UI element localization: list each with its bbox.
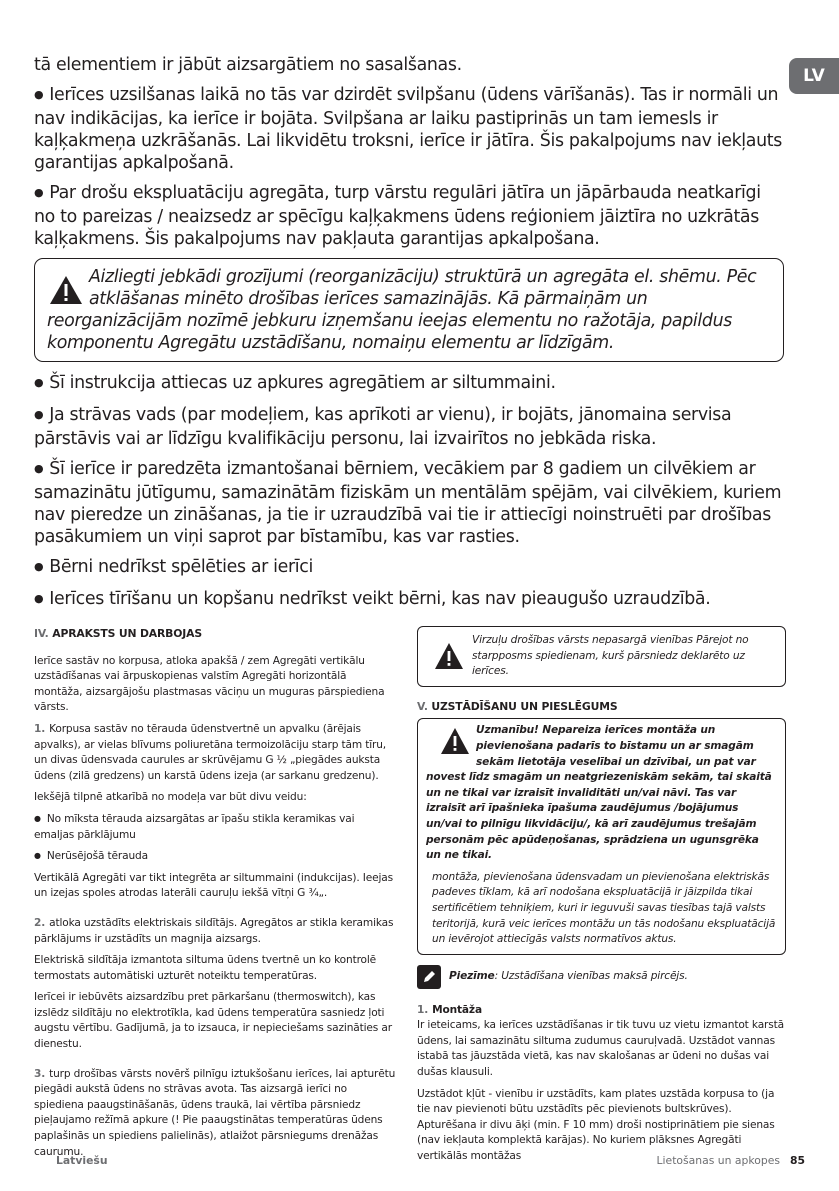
paragraph: Ir ieteicams, ka ierīces uzstādīšanas ir tik tuvu uz vietu izmantot karstā ūdens, lai samazinātu siltuma zudumus cauruļvadā. Uzstādot vannas istabā tas jāuzstāda vietā, kas nav skalošanas ar ūdeni no dušas vai dušas klausuli. bbox=[417, 1019, 784, 1079]
language-tab: LV bbox=[789, 58, 839, 94]
paragraph-text: turp drošības vārsts novērš pilnīgu iztukšošanu ierīces, lai apturētu piegādi aukstā ūdens no strāvas avota. Tas aizsargā ierīci no spiediena paaugstināšanās, ūdens traukā, lai vērtība pārsniedz pieļaujamo režīmā apkure (! Pie paaugstinātas temperatūras ūdens paplašinās un spiediens palielinās), atlaižot pārsniegums drenāžas caurumu. bbox=[34, 1067, 396, 1158]
paragraph: Ierīce sastāv no korpusa, atloka apakšā / zem Agregāti vertikālu uzstādīšanas vai ārpuskopienas valstīm Agregāti horizontālā montāža, aizsargājošu plastmasas vāciņu un muguras pārspiediena vārsts. bbox=[34, 654, 385, 714]
bullet-item: ● Ierīces uzsilšanas laikā no tās var dzirdēt svilpšanu (ūdens vārīšanās). Tas ir normāli un nav indikācijas, ka ierīce ir bojāta. Svilpšana ar laiku pastiprinās un tam iemesls ir kaļķakmeņa uzkrāšanās. Lai likvidētu troksni, ierīce ir jātīra. Šis pakalpojums nav iekļauts garantijas apkalpošanā. bbox=[34, 84, 784, 174]
right-column bbox=[417, 626, 786, 1171]
warning-icon bbox=[434, 642, 464, 670]
warning-bold-text: Uzmanību! Nepareiza ierīces montāža un pievienošana padarīs to bīstamu un ar smagām sekām lietotāja veselībai un dzīvībai, un pat var novest līdz smagām un neatgriezeniskām sekām, tai skaitā un ne tikai var izraisīt invaliditāti un/vai nāvi. Tas var izraisīt arī īpašnieka īpašuma zaudējumus /bojājumus un/vai to pilnīgu likvidāciju/, kā arī zaudējumus trešajām personām pēc apūdeņošanas, sprādziena un ugunsgrēka un ne tikai. bbox=[426, 724, 772, 862]
numbered-paragraph bbox=[34, 722, 396, 784]
section-number: IV. bbox=[34, 627, 49, 640]
bullet-item: ● Ierīces tīrīšanu un kopšanu nedrīkst veikt bērni, kas nav pieaugušo uzraudzībā. bbox=[34, 588, 784, 612]
section-title: UZSTĀDĪŠANU UN PIESLĒGUMS bbox=[431, 699, 618, 713]
warning-text: montāža, pievienošana ūdensvadam un pievienošana elektriskās padeves tīklam, kā arī nodošana ekspluatācijā ir jāizpilda tikai sertificētiem tehniķiem, kuri ir ieguvuši savas tiesības tajā valsts teritorijā, kurā veic ierīces montāžu un tās nodošanu ekspluatācijā un ievērojot attiecīgās valsts normatīvos aktus. bbox=[432, 870, 776, 946]
warning-icon bbox=[49, 274, 83, 306]
bullet-item: ● Ja strāvas vads (par modeļiem, kas aprīkoti ar vienu), ir bojāts, jānomaina servisa pārstāvis vai ar līdzīgu kvalifikāciju personu, lai izvairītos no jebkāda riska. bbox=[34, 404, 784, 450]
paragraph: Vertikālā Agregāti var tikt integrēta ar siltummaini (indukcijas). Ieejas un izejas spoles atrodas laterāli cauruļu iekšā vītņi G ¾„. bbox=[34, 871, 393, 900]
bullet-item: ● Bērni nedrīkst spēlēties ar ierīci bbox=[34, 556, 784, 580]
item-number: 2. bbox=[34, 916, 46, 929]
section-heading bbox=[417, 699, 786, 715]
page-number: 85 bbox=[789, 1154, 805, 1167]
subsection-title: Montāža bbox=[432, 1003, 482, 1016]
paragraph: Elektriskā sildītāja izmantota siltuma ūdens tvertnē un ko kontrolē termostats automātiski uzturēt noteiktu temperatūras. bbox=[34, 954, 377, 982]
paragraph: Uzstādot kļūt - vienību ir uzstādīts, kam plates uzstāda korpusa to (ja tie nav pievienoti būtu uzstādīts pēc pievienots bultskrūves). Apturēšana ir divu āķi (min. F 10 mm) droši nostiprinātiem pie sienas (nav iekļauta komplektā karājas). No kuriem plāksnes Agregāti vertikālās montāžas bbox=[417, 1087, 775, 1163]
bullet-item: ● No mīksta tērauda aizsargātas ar īpašu stikla keramikas vai emaljas pārklājumu bbox=[34, 812, 396, 843]
footer-right bbox=[657, 1154, 805, 1167]
item-number: 3. bbox=[34, 1067, 46, 1080]
bullet-item: ● Nerūsējošā tērauda bbox=[34, 849, 396, 865]
note-body: : Uzstādīšana vienības maksā pircējs. bbox=[494, 969, 688, 982]
bullet-item: ● Par drošu ekspluatāciju agregāta, turp vārstu regulāri jātīra un jāpārbauda neatkarīgi no to pareizas / neaizsedz ar spēcīgu kaļķakmens ūdens reģioniem jāiztīra no uzkrātās kaļķakmens. Šis pakalpojums nav pakļauta garantijas apkalpošana. bbox=[34, 182, 784, 250]
paragraph: Ierīcei ir iebūvēts aizsardzību pret pārkaršanu (thermoswitch), kas izslēdz sildītāju no elektrotīkla, kad ūdens temperatūra sasniedz ļoti augstu vērtību. Gadījumā, ja to izsauca, ir nepieciešams sazināties ar dienestu. bbox=[34, 991, 392, 1051]
section-heading bbox=[34, 626, 396, 642]
pencil-icon bbox=[417, 965, 441, 989]
bullet-item: ● Šī instrukcija attiecas uz apkures agregātiem ar siltummaini. bbox=[34, 372, 784, 396]
subsection-heading bbox=[417, 1003, 786, 1019]
paragraph-text: atloka uzstādīts elektriskais sildītājs. Agregātos ar stikla keramikas pārklājums ir uzstādīts un magnija aizsargs. bbox=[34, 916, 394, 945]
top-section bbox=[34, 54, 784, 620]
section-title: APRAKSTS UN DARBOJAS bbox=[52, 627, 202, 640]
item-number: 1. bbox=[34, 722, 46, 735]
warning-text: Aizliegti jebkādi grozījumi (reorganizāciju) struktūrā un agregāta el. shēmu. Pēc atklāšanas minēto drošības ierīces samazinājās. Kā pārmaiņām un reorganizācijām nozīmē jebkuru izņemšanu ieejas elementu no ražotāja, papildus komponentu Agregātu uzstādīšanu, nomaiņu elementu ar līdzīgām. bbox=[47, 267, 757, 353]
section-number: V. bbox=[417, 699, 428, 713]
paragraph: Iekšējā tilpnē atkarībā no modeļa var būt divu veidu: bbox=[34, 791, 307, 804]
bullet-item: ● Šī ierīce ir paredzēta izmantošanai bērniem, vecākiem par 8 gadiem un cilvēkiem ar samazinātu jūtīgumu, samazinātām fiziskām un mentālām spējām, vai cilvēkiem, kuriem nav pieredze un zināšanas, ja tie ir uzraudzībā vai tie ir attiecīgi noinstruēti par drošības pasākumiem un viņi saprot par bīstamību, kas var rasties. bbox=[34, 458, 784, 548]
info-text: Virzuļu drošības vārsts nepasargā vienības Pārejot no starpposms spiedienam, kurš pārsniedz deklarēto uz ierīces. bbox=[472, 634, 749, 678]
left-column bbox=[34, 626, 396, 1166]
numbered-paragraph bbox=[34, 916, 396, 947]
warning-box bbox=[417, 718, 786, 954]
paragraph: tā elementiem ir jābūt aizsargātiem no sasalšanas. bbox=[34, 55, 462, 75]
paragraph-text: Korpusa sastāv no tērauda ūdenstvertnē un apvalku (ārējais apvalks), ar vielas blīvums poliuretāna termoizolāciju starp tām tīru, un divas ūdensvada caurules ar skrūvējamu G ½ „piegādes auksta ūdens (zilā gredzens) un karstā ūdens izeja (ar sarkanu gredzenu). bbox=[34, 722, 387, 782]
note bbox=[417, 965, 786, 989]
footer-title: Lietošanas un apkopes bbox=[656, 1154, 780, 1167]
numbered-paragraph bbox=[34, 1067, 396, 1161]
note-text bbox=[449, 969, 688, 985]
warning-icon bbox=[440, 727, 470, 755]
footer-language: Latviešu bbox=[56, 1154, 108, 1167]
item-number: 1. bbox=[417, 1003, 429, 1016]
note-label: Piezīme bbox=[449, 969, 495, 982]
info-box bbox=[417, 626, 786, 687]
warning-box bbox=[34, 258, 784, 362]
